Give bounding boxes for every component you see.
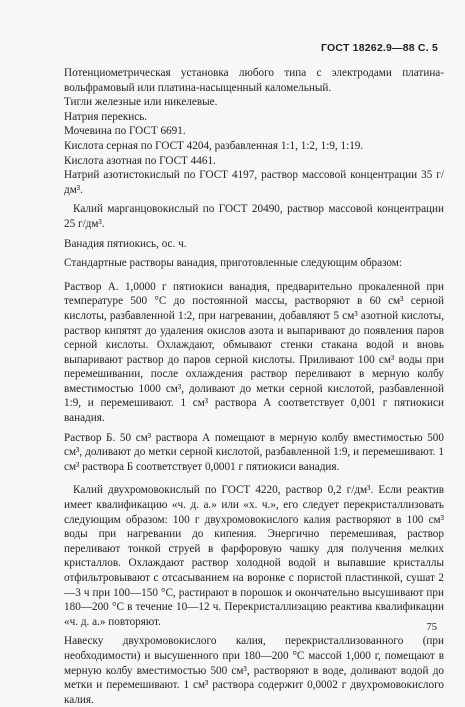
page-header: ГОСТ 18262.9—88 С. 5 — [321, 42, 438, 54]
paragraph: Натрий азотистокислый по ГОСТ 4197, раствор массовой концентрации 35 г/дм³. — [64, 169, 444, 196]
paragraph: Потенциометрическая установка любого типа с электродами платина-вольфрамовый или платина-насыщенный каломельный. — [64, 67, 444, 94]
paragraph: Кислота азотная по ГОСТ 4461. — [64, 154, 216, 167]
paragraph: Раствор Б. 50 см³ раствора А помещают в мерную колбу вместимостью 500 см³, доливают до метки серной кислотой, разбавленной 1:9, и перемешивают. 1 см³ раствора Б соответствует 0,0001 г пятиокиси ванадия. — [64, 431, 444, 473]
paragraph: Калий марганцовокислый по ГОСТ 20490, раствор массовой концентрации 25 г/дм³. — [64, 203, 444, 230]
paragraph: Мочевина по ГОСТ 6691. — [64, 125, 186, 138]
paragraph: Стандартные растворы ванадия, приготовленные следующим образом: — [64, 257, 402, 270]
paragraph: Навеску двухромовокислого калия, перекристаллизованного (при необходимости) и высушенного при 180—200 °С массой 1,000 г, помещают в мерную колбу вместимостью 500 см³, растворяют в воде, доливают водой до метки и перемешивают. 1 см³ раствора содержит 0,0002 г двухромовокислого калия. — [64, 635, 444, 706]
paragraph: Натрия перекись. — [64, 110, 148, 123]
document-body — [64, 66, 444, 707]
paragraph: Калий двухромовокислый по ГОСТ 4220, раствор 0,2 г/дм³. Если реактив имеет квалификацию «ч. д. а.» или «х. ч.», его следует перекристаллизовать следующим образом: 100 г двухромовокислого калия растворяют в 100 см³ воды при нагревании до кипения. Энергично перемешивая, раствор переливают тонкой струей в фарфоровую чашку для получения мелких кристаллов. Охлаждают раствор холодной водой и выпавшие кристаллы отфильтровывают с отсасыванием на воронке с пористой пластинкой, сушат 2—3 ч при 100—150 °С, растирают в порошок и окончательно высушивают при 180—200 °С в течение 10—12 ч. Перекристаллизацию реактива квалификации «ч. д. а.» повторяют. — [64, 484, 444, 628]
page-number: 75 — [426, 622, 437, 633]
paragraph: Ванадия пятиокись, ос. ч. — [64, 237, 187, 250]
paragraph: Тигли железные или никелевые. — [64, 96, 218, 109]
paragraph: Кислота серная по ГОСТ 4204, разбавленная 1:1, 1:2, 1:9, 1:19. — [64, 139, 364, 152]
paragraph: Раствор А. 1,0000 г пятиокиси ванадия, предварительно прокаленной при температуре 500 °С до постоянной массы, растворяют в 60 см³ серной кислоты, разбавленной 1:2, при нагревании, добавляют 5 см³ азотной кислоты, раствор кипятят до удаления окислов азота и выпаривают до появления паров серной кислоты. Охлаждают, обмывают стенки стакана водой и вновь выпаривают раствор до паров серной кислоты. Приливают 100 см³ воды при перемешивании, после охлаждения раствор переливают в мерную колбу вместимостью 1000 см³, доливают до метки серной кислотой, разбавленной 1:9, и перемешивают. 1 см³ раствора А соответствует 0,001 г пятиокиси ванадия. — [64, 280, 444, 425]
